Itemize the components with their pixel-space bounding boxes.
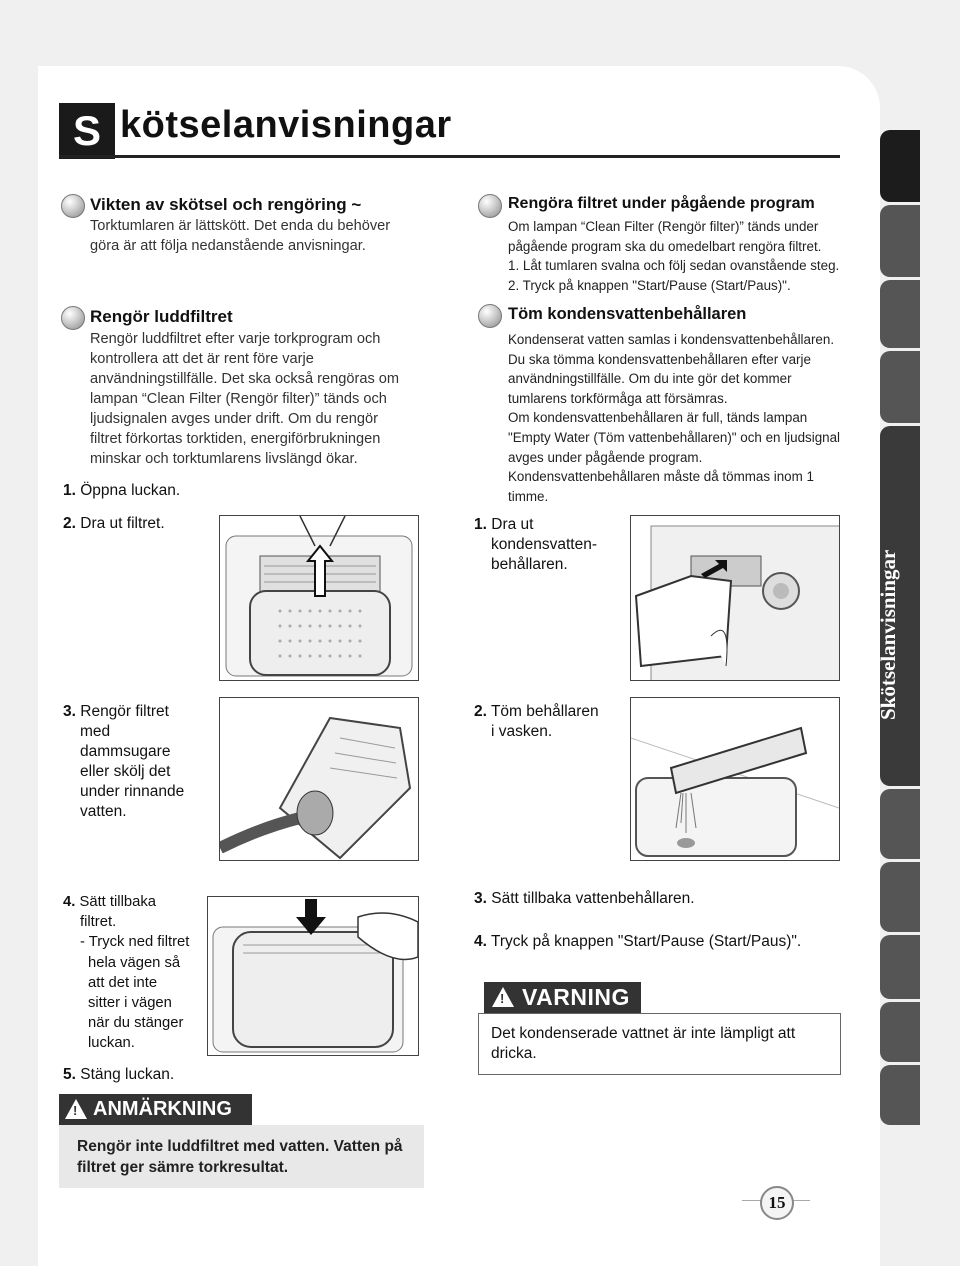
care-heading: Vikten av skötsel och rengöring ~ [90, 195, 362, 214]
side-tab-9[interactable] [880, 1002, 920, 1062]
step-open-door: 1. Öppna luckan. [63, 482, 181, 499]
warning-label-bar [484, 982, 641, 1013]
side-tab-label: Skötselanvisningar [876, 549, 900, 720]
side-tab-3[interactable] [880, 280, 920, 348]
side-tab-1[interactable] [880, 130, 920, 202]
lint-filter-text: Rengör luddfiltret efter varje torkprogram och kontrollera att det är rent före varje användningstillfälle. Det ska också rengöras om lampan “Clean Filter (Rengör filter)” tänds och ljudsignalen avges under drift. Om du rengör filtret förkortas torktiden, energiförbrukningen minskar och torktumlarens livslängd ökar. [90, 331, 400, 467]
title-rule [59, 155, 840, 158]
step-empty-tank: 2. Töm behållaren i vasken. [474, 703, 599, 740]
page-title: kötselanvisningar [120, 104, 452, 146]
push-filter-illustration [207, 896, 419, 1056]
step-reinsert-tank: 3. Sätt tillbaka vattenbehållaren. [474, 890, 695, 907]
empty-sink-illustration [630, 697, 840, 861]
care-text: Torktumlaren är lättskött. Det enda du behöver göra är att följa nedanstående anvisningar. [90, 218, 391, 254]
step-pull-tank: 1. Dra ut kondensvatten- behållaren. [474, 516, 597, 573]
lint-filter-heading: Rengör luddfiltret [90, 307, 233, 326]
step-pull-filter: 2. Dra ut filtret. [63, 515, 165, 532]
step-reinsert-filter: 4. Sätt tillbaka filtret. - Tryck ned filtret hela vägen så att det inte sitter i vägen när du stänger luckan. [63, 894, 190, 1052]
note-label: ANMÄRKNING [93, 1098, 232, 1120]
side-tab-6[interactable] [880, 789, 920, 859]
title-initial: S [59, 103, 115, 159]
warning-label: VARNING [522, 984, 630, 1010]
empty-tank-text: Kondenserat vatten samlas i kondensvattenbehållaren. Du ska tömma kondensvattenbehållaren efter varje användningstillfälle. Om du inte gör det kommer tumlarens torkförmåga att försämras. Om kondensvattenbehållaren är full, tänds lampan "Empty Water (Töm vattenbehållaren)" och en ljudsignal avges under pågående program. Kondensvattenbehållaren måste då tömmas inom 1 timme. [508, 332, 841, 504]
side-tab-4[interactable] [880, 351, 920, 423]
page-number: 15 [760, 1186, 794, 1220]
warning-triangle-icon: ! [65, 1099, 87, 1119]
step-close-door: 5. Stäng luckan. [63, 1066, 175, 1083]
side-tab-7[interactable] [880, 862, 920, 932]
section-bullet-icon [61, 306, 85, 330]
step-clean-filter: 3. Rengör filtret med dammsugare eller skölj det under rinnande vatten. [63, 703, 185, 820]
empty-tank-heading: Töm kondensvattenbehållaren [508, 305, 747, 323]
section-bullet-icon [61, 194, 85, 218]
side-tab-2[interactable] [880, 205, 920, 277]
warning-triangle-icon: ! [492, 987, 514, 1007]
clean-during-program-heading: Rengöra filtret under pågående program [508, 195, 815, 212]
pull-filter-illustration [219, 515, 419, 681]
warning-box: Det kondenserade vattnet är inte lämpligt att dricka. [478, 1013, 841, 1075]
note-label-bar [59, 1094, 252, 1125]
pull-tank-illustration [630, 515, 840, 681]
note-box: Rengör inte luddfiltret med vatten. Vatten på filtret ger sämre torkresultat. [59, 1125, 424, 1188]
section-bullet-icon [478, 304, 502, 328]
side-tab-8[interactable] [880, 935, 920, 999]
clean-during-program-text: Om lampan “Clean Filter (Rengör filter)” tänds under pågående program ska du omedelbart rengöra filtret. 1. Låt tumlaren svalna och följ sedan ovanstående steg. 2. Tryck på knappen "Start/Pause (Start/Paus)". [508, 219, 840, 293]
section-bullet-icon [478, 194, 502, 218]
vacuum-filter-illustration [219, 697, 419, 861]
step-press-start: 4. Tryck på knappen "Start/Pause (Start/Paus)". [474, 933, 802, 950]
side-tab-10[interactable] [880, 1065, 920, 1125]
